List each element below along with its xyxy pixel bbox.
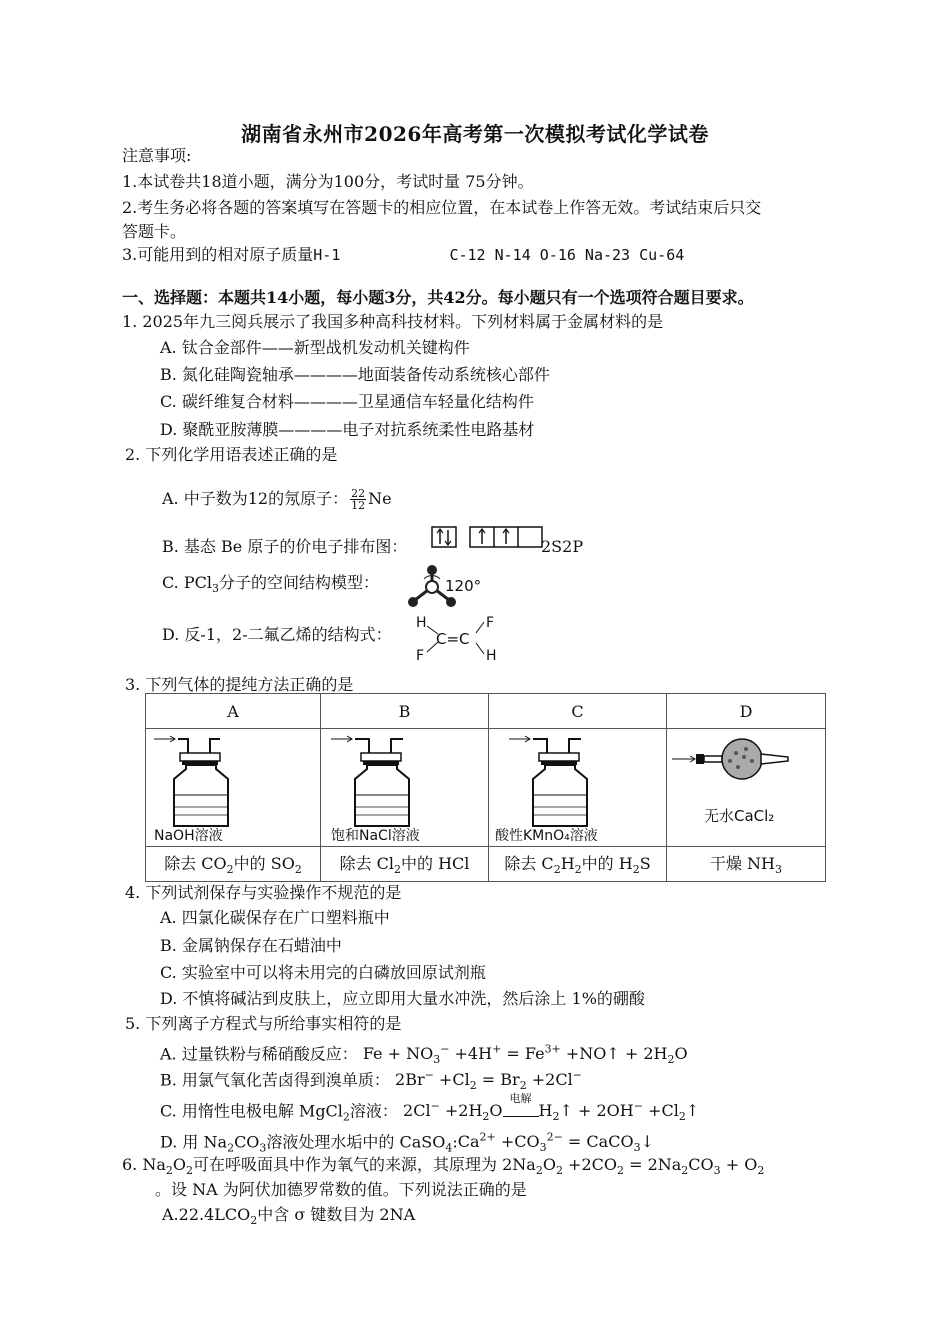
q1-option-b: B. 氮化硅陶瓷轴承————地面装备传动系统核心部件 [160,365,550,384]
q3-caption-b [321,847,489,882]
nuclide-notation [350,488,366,511]
q4-option-a: A. 四氯化碳保存在广口塑料瓶中 [160,908,390,927]
q6-option-a: $A.22.4LCO_2$中含 σ 键数目为 2NA [162,1205,416,1228]
pcl3-ball-stick-model [400,563,490,613]
q3-figure-b [321,729,489,847]
reagent-label-b: 饱和NaCl溶液 [331,828,420,842]
q1-stem: 1. 2025年九三阅兵展示了我国多种高科技材料。下列材料属于金属材料的是 [122,312,664,331]
atomic-mass-others: C-12 N-14 O-16 Na-23 Cu-64 [449,246,685,264]
notice-item-3-label: 3.可能用到的相对原子质量 [122,245,314,264]
atomic-number: 12 [351,499,366,512]
q5-option-a-text: A. 过量铁粉与稀硝酸反应： [160,1044,358,1064]
q3-figure-d [667,729,826,847]
q3-caption-a [146,847,321,882]
q3-figure-c [489,729,667,847]
subscript: 3 [775,863,783,877]
q6-stem-text: 可在呼吸面具中作为氧气的来源，其原理为 [193,1155,498,1174]
equation-c: $2Cl^- +2H_2O$ 电解 $H_2↑ + 2OH^-$ $+Cl_2↑$ [403,1101,699,1120]
reagent-label-d: 无水CaCl₂ [704,807,775,825]
q2-option-c-text: 分子的空间结构模型： [218,573,379,592]
q2-option-a-text: A. 中子数为12的氖原子： [162,489,349,508]
q6-stem: 6. $Na_2O_2$可在呼吸面具中作为氧气的来源，其原理为 $2Na_2O_2 +2CO_2 = 2Na_2CO_3 + O_2$ [122,1155,765,1178]
reagent-label-c: 酸性KMnO₄溶液 [495,828,598,842]
q3-header-d: D [667,694,826,729]
q2-option-a [162,488,392,511]
q4-option-d: D. 不慎将碱沾到皮肤上，应立即用大量水冲洗，然后涂上 1%的硼酸 [160,989,645,1008]
equation-b: $2Br^- +Cl_2 = Br_2 +2Cl^-$ [395,1069,582,1093]
q3-caption-c [489,847,667,882]
trans-difluoroethylene-structure [408,610,504,664]
element-symbol: Ne [368,489,392,508]
q1-option-c: C. 碳纤维复合材料————卫星通信车轻量化结构件 [160,392,534,411]
subscript: 2 [632,863,640,877]
gas-washing-bottle-a [148,729,318,842]
q5-option-b-text: B. 用氯气氧化苦卤得到溴单质： [160,1070,390,1090]
pcl3-formula: C. PCl [162,573,212,592]
q5-option-d-text: D. 用 Na [160,1132,228,1152]
q6-stem-text: 6. Na [122,1155,166,1174]
q5-option-c-text: 溶液： [349,1101,398,1121]
q3-header-b: B [321,694,489,729]
q4-option-c: C. 实验室中可以将未用完的白磷放回原试剂瓶 [160,963,486,982]
page-title: 湖南省永州市2026年高考第一次模拟考试化学试卷 [241,122,709,146]
caption-text: 除去 Cl [339,854,395,874]
q5-option-c: C. 用惰性电极电解 MgCl$_2$溶液： $2Cl^- +2H_2O$ 电解 $H_2↑ + 2OH^-$ $+Cl_2↑$ [160,1097,699,1128]
subscript: 2 [294,863,302,877]
q3-caption-d [667,847,826,882]
q4-stem: 4. 下列试剂保存与实验操作不规范的是 [125,883,402,902]
atom-h-1: H [416,615,427,631]
notice-item-2-cont: 答题卡。 [122,222,187,241]
q6-stem-cont: 。设 NA 为阿伏加德罗常数的值。下列说法正确的是 [155,1180,527,1199]
q3-header-a: A [146,694,321,729]
q6-option-a-text: 中含 σ 键数目为 2NA [257,1205,416,1224]
caption-text: 除去 CO [164,854,227,874]
notice-item-2: 2.考生务必将各题的答案填写在答题卡的相应位置，在本试卷上作答无效。考试结束后只交 [122,198,762,217]
q2-stem: 2. 下列化学用语表述正确的是 [125,445,338,464]
q5-option-c-text: C. 用惰性电极电解 MgCl [160,1101,343,1121]
gas-washing-bottle-b [323,729,486,842]
atom-f-1: F [486,615,495,631]
q3-header-c: C [489,694,667,729]
equation-q6: $2Na_2O_2 +2CO_2 = 2Na_2CO_3 + O_2$ [502,1155,765,1178]
caption-text: 中的 HCl [401,854,470,874]
q3-stem: 3. 下列气体的提纯方法正确的是 [125,675,354,694]
q2-option-d: D. 反-1，2-二氟乙烯的结构式： [162,625,392,644]
section-heading: 一、选择题：本题共14小题，每小题3分，共42分。每小题只有一个选项符合题目要求。 [122,288,754,307]
q6-option-a-text: A.22.4LCO [162,1205,251,1224]
notice-item-3 [122,245,684,265]
caption-text: S [639,854,651,874]
q5-stem: 5. 下列离子方程式与所给事实相符的是 [125,1014,402,1033]
subscript: 2 [394,863,402,877]
q2-option-b [162,537,407,557]
equation-a: $Fe + NO_3^- +4H^+ = Fe^{3+}$ +NO↑ + $2H_2O$ [362,1043,688,1067]
q1-option-d: D. 聚酰亚胺薄膜————电子对抗系统柔性电路基材 [160,420,535,439]
q2-option-b-text: B. 基态 Be 原子的价电子排布图： [162,537,408,556]
q3-figure-a [146,729,321,847]
notice-item-1: 1.本试卷共18道小题，满分为100分，考试时量 75分钟。 [122,172,534,191]
q4-option-b: B. 金属钠保存在石蜡油中 [160,936,342,955]
bond-angle-label: 120° [445,577,482,595]
q3-apparatus-table [145,693,826,882]
q5-option-d-text: 溶液处理水垢中的 CaSO [266,1132,446,1152]
q5-option-d: D. 用 $Na_2CO_3$溶液处理水垢中的 $CaSO_4:Ca^{2+} +CO_3^{2-}$ = CaCO$_3$↓ [160,1131,654,1155]
orbital-label: 2S2P [541,537,584,556]
caption-text: 中的 H [581,854,633,874]
condition-label: 电解 [509,1092,532,1106]
subscript: 2 [553,863,561,877]
subscript: 2 [574,863,582,877]
atom-h-2: H [486,648,497,664]
atomic-mass-h: H-1 [313,246,341,264]
caption-text: 除去 C [504,854,554,874]
subscript: 2 [226,863,234,877]
caption-text: 干燥 NH [709,854,776,874]
reagent-label-a: NaOH溶液 [154,828,223,842]
electrolysis-condition [503,1092,539,1121]
q1-option-a: A. 钛合金部件——新型战机发动机关键构件 [160,338,470,357]
caption-text: H [560,854,575,874]
drying-tube-d [668,729,824,842]
carbon-double-bond: C=C [436,630,470,648]
gas-washing-bottle-c [491,729,664,842]
mass-number: 22 [351,487,366,500]
q2-option-c [162,573,379,599]
subscript: 3 [211,582,219,596]
atom-f-2: F [416,648,425,664]
notice-heading: 注意事项: [122,146,192,165]
caption-text: 中的 SO [233,854,295,874]
equation-d: $Ca^{2+} +CO_3^{2-}$ = CaCO$_3$↓ [457,1131,654,1155]
orbital-diagram [428,524,548,550]
